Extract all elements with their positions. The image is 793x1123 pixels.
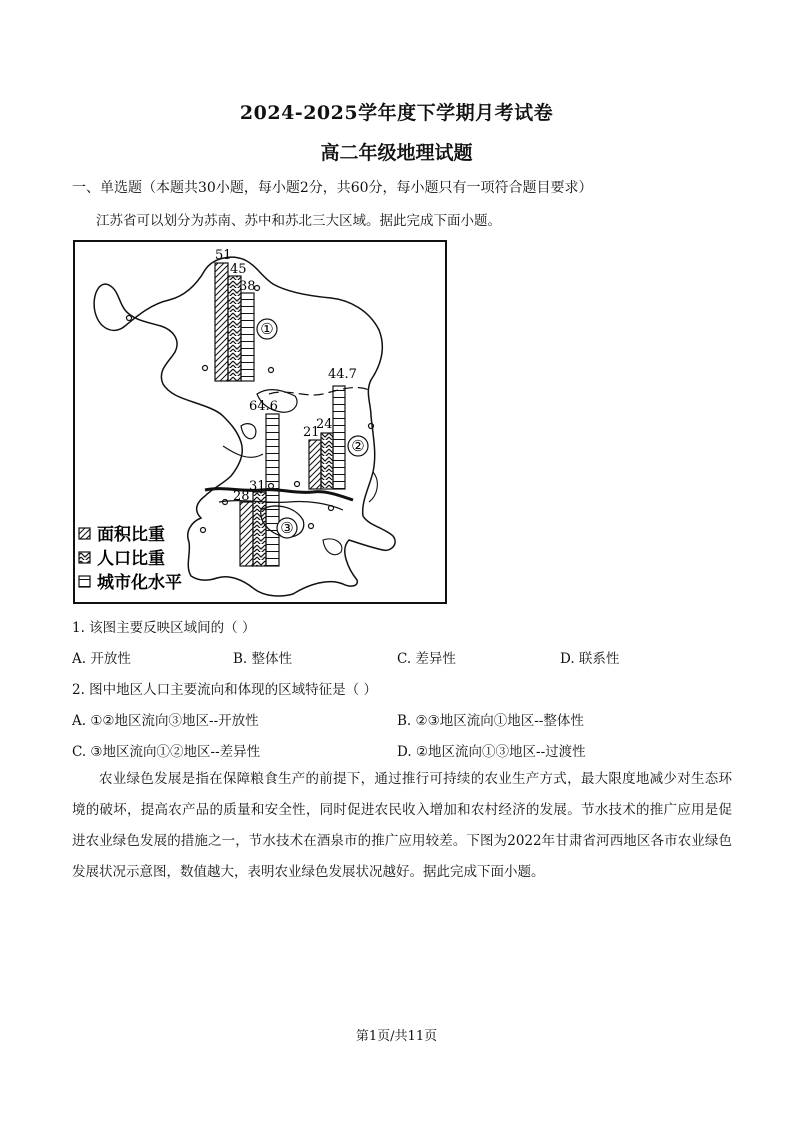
question-1-option-a[interactable]: A. 开放性 — [72, 651, 131, 667]
jiangsu-region-map — [73, 240, 447, 604]
region2-urbanization-value: 44.7 — [328, 367, 357, 382]
region3-population-value: 31 — [249, 479, 266, 494]
question-2-option-c[interactable]: C. ③地区流向①②地区--差异性 — [72, 744, 261, 760]
page-footer: 第1页/共11页 — [355, 1029, 438, 1044]
question-1-option-d[interactable]: D. 联系性 — [560, 651, 620, 667]
region1-population-value: 45 — [230, 262, 247, 277]
exam-subtitle: 高二年级地理试题 — [320, 142, 473, 164]
region2-area-value: 21 — [303, 425, 320, 440]
region3-area-bar — [240, 502, 253, 566]
exam-title: 2024-2025学年度下学期月考试卷 — [239, 102, 554, 124]
question-group-intro-2: 农业绿色发展是指在保障粮食生产的前提下，通过推行可持续的农业生产方式，最大限度地减少对生态环境的破坏，提高农产品的质量和安全性，同时促进农民收入增加和农村经济的发展。节水技术的推广应用是促进农业绿色发展的措施之一，节水技术在酒泉市的推广应用较差。下图为2022年甘肃省河西地区各市农业绿色发展状况示意图，数值越大，表明农业绿色发展状况越好。据此完成下面小题。 — [72, 771, 732, 880]
region2-area-bar — [309, 440, 321, 489]
question-group-intro: 江苏省可以划分为苏南、苏中和苏北三大区域。据此完成下面小题。 — [96, 213, 501, 229]
legend-area-swatch — [79, 528, 90, 539]
legend-urbanization-swatch — [79, 576, 90, 587]
region1-urbanization-bar — [241, 293, 254, 381]
question-2-option-d[interactable]: D. ②地区流向①③地区--过渡性 — [397, 744, 586, 760]
question-1-stem: 1. 该图主要反映区域间的（ ） — [72, 620, 256, 636]
legend-urbanization-label: 城市化水平 — [97, 573, 182, 593]
region3-area-value: 28 — [233, 489, 250, 504]
region3-population-bar — [253, 492, 266, 566]
region3-marker: ③ — [280, 519, 294, 537]
region2-population-value: 24 — [316, 417, 333, 432]
region2-population-bar — [321, 433, 333, 489]
region2-urbanization-bar — [333, 386, 345, 489]
legend-area-label: 面积比重 — [97, 525, 165, 545]
region3-urbanization-value: 64.6 — [249, 399, 278, 414]
region1-urbanization-value: 38 — [239, 279, 256, 294]
question-2-stem: 2. 图中地区人口主要流向和体现的区域特征是（ ） — [72, 682, 377, 698]
legend-population-swatch — [79, 552, 90, 563]
question-1-option-c[interactable]: C. 差异性 — [397, 651, 456, 667]
region1-marker: ① — [260, 320, 274, 338]
question-1-option-b[interactable]: B. 整体性 — [233, 651, 293, 667]
region1-area-bar — [215, 263, 228, 381]
region3-urbanization-bar — [266, 414, 279, 566]
section-heading: 一、单选题（本题共30小题，每小题2分，共60分，每小题只有一项符合题目要求） — [72, 180, 593, 196]
region2-marker: ② — [351, 437, 365, 455]
legend-population-label: 人口比重 — [97, 549, 165, 569]
question-2-option-a[interactable]: A. ①②地区流向③地区--开放性 — [72, 713, 259, 729]
region1-area-value: 51 — [215, 248, 232, 263]
question-2-option-b[interactable]: B. ②③地区流向①地区--整体性 — [397, 713, 584, 729]
